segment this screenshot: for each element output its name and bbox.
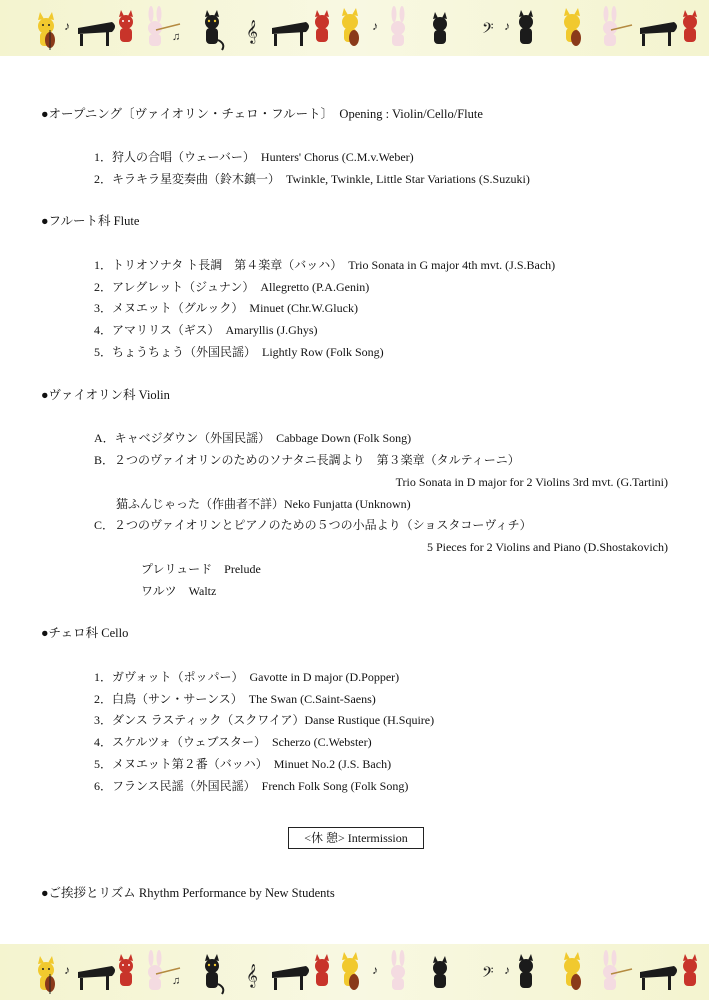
list-item: 1．ガヴォット（ポッパー） Gavotte in D major (D.Popper) — [94, 670, 400, 684]
list-item: 6．フランス民謡（外国民謡） French Folk Song (Folk Song) — [94, 779, 409, 793]
section-heading-cello: ●チェロ科 Cello — [41, 626, 129, 640]
list-item: 2．アレグレット（ジュナン） Allegretto (P.A.Genin) — [94, 280, 370, 294]
list-item-english: 5 Pieces for 2 Violins and Piano (D.Shostakovich) — [426, 540, 668, 554]
list-item-english: Trio Sonata in D major for 2 Violins 3rd mvt. (G.Tartini) — [395, 475, 668, 489]
intermission-box: <休 憩> Intermission — [288, 827, 424, 849]
list-item: A．キャベジダウン（外国民謡） Cabbage Down (Folk Song) — [94, 431, 412, 445]
section-heading-violin: ●ヴァイオリン科 Violin — [41, 388, 170, 402]
sub-list-item: ワルツ Waltz — [141, 584, 217, 598]
list-item: 3．ダンス ラスティック（スクワイア）Danse Rustique (H.Squire) — [94, 713, 435, 727]
section-heading-closing: ●ご挨拶とリズム Rhythm Performance by New Students — [41, 886, 335, 900]
music-note-icon: ♪ — [372, 19, 378, 33]
list-item: 4．アマリリス（ギス） Amaryllis (J.Ghys) — [94, 323, 318, 337]
list-item: 2．キラキラ星変奏曲（鈴木鎮一） Twinkle, Twinkle, Little Star Variations (S.Suzuki) — [94, 172, 530, 186]
treble-clef-icon: 𝄞 — [246, 21, 258, 43]
list-item: B．２つのヴァイオリンのためのソナタニ長調より 第３楽章（タルティーニ） — [94, 453, 520, 467]
music-note-icon: ♪ — [64, 19, 70, 33]
list-item: 4．スケルツォ（ウェブスター） Scherzo (C.Webster) — [94, 735, 372, 749]
list-item: 5．メヌエット第２番（バッハ） Minuet No.2 (J.S. Bach) — [94, 757, 392, 771]
bass-clef-icon: 𝄢 — [482, 20, 494, 40]
list-item: 猫ふんじゃった（作曲者不詳）Neko Funjatta (Unknown) — [116, 497, 411, 511]
list-item: 3．メヌエット（グルック） Minuet (Chr.W.Gluck) — [94, 301, 358, 315]
list-item: 2．白鳥（サン・サーンス） The Swan (C.Saint-Saens) — [94, 692, 376, 706]
sub-list-item: プレリュード Prelude — [141, 562, 261, 576]
music-note-icon: ♫ — [172, 31, 181, 43]
list-item: 1．狩人の合唱（ウェーバー） Hunters' Chorus (C.M.v.Weber) — [94, 150, 414, 164]
list-item: C．２つのヴァイオリンとピアノのための５つの小品より（ショスタコーヴィチ） — [94, 518, 532, 532]
list-item: 1．トリオソナタ ト長調 第４楽章（バッハ） Trio Sonata in G major 4th mvt. (J.S.Bach) — [94, 258, 556, 272]
music-note-icon: ♪ — [504, 19, 510, 33]
list-item: 5．ちょうちょう（外国民謡） Lightly Row (Folk Song) — [94, 345, 384, 359]
section-heading-opening: ●オープニング〔ヴァイオリン・チェロ・フルート〕 Opening : Violin/Cello/Flute — [41, 107, 483, 121]
section-heading-flute: ●フルート科 Flute — [41, 214, 140, 228]
